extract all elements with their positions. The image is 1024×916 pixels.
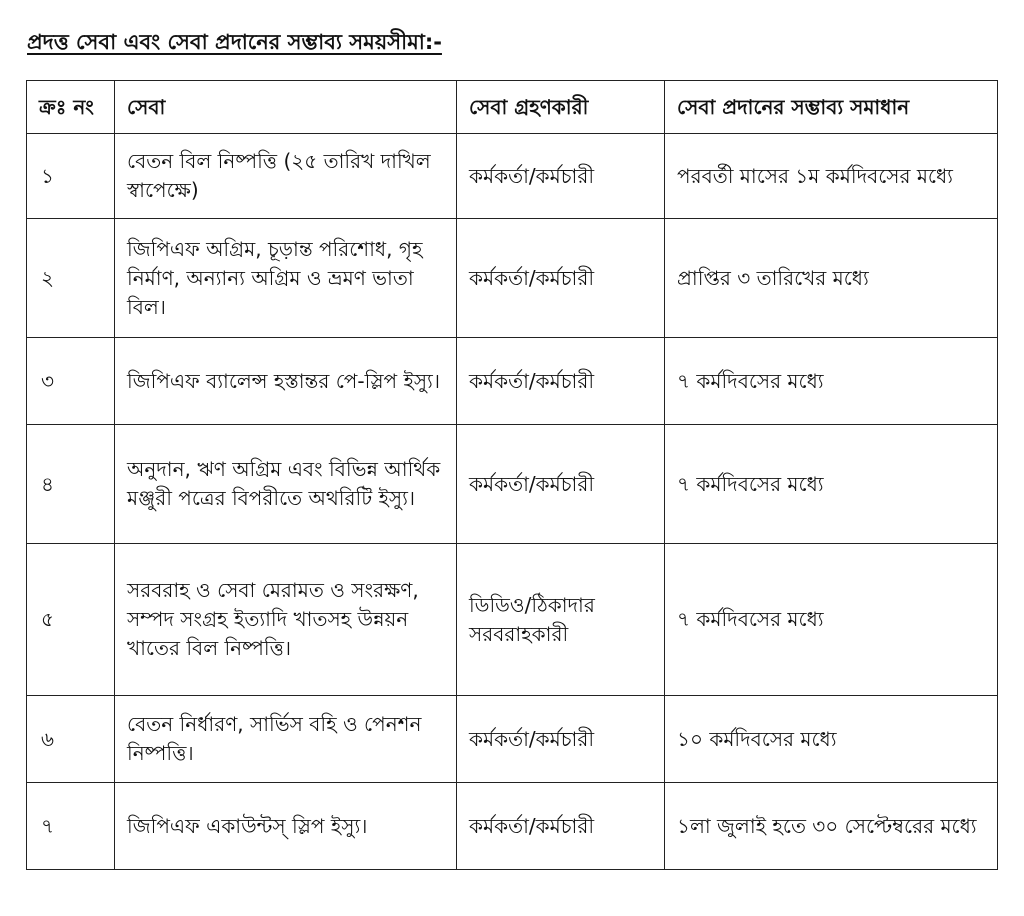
cell-timeline: ১০ কর্মদিবসের মধ্যে: [665, 696, 998, 783]
table-row: [27, 134, 998, 219]
table-row: [27, 544, 998, 696]
cell-recipient: ডিডিও/ঠিকাদার সরবরাহকারী: [457, 544, 665, 696]
cell-serial: ৪: [27, 425, 115, 544]
cell-timeline: ১লা জুলাই হতে ৩০ সেপ্টেম্বরের মধ্যে: [665, 783, 998, 870]
cell-recipient: কর্মকর্তা/কর্মচারী: [457, 219, 665, 338]
cell-serial: ৩: [27, 338, 115, 425]
cell-recipient: কর্মকর্তা/কর্মচারী: [457, 783, 665, 870]
page-title: প্রদত্ত সেবা এবং সেবা প্রদানের সম্ভাব্য সময়সীমা:-: [27, 30, 442, 54]
cell-timeline: ৭ কর্মদিবসের মধ্যে: [665, 425, 998, 544]
cell-service: অনুদান, ঋণ অগ্রিম এবং বিভিন্ন আর্থিক মঞ্জুরী পত্রের বিপরীতে অথরিটি ইস্যু।: [115, 425, 457, 544]
service-timeline-table: [26, 80, 998, 870]
cell-timeline: পরবর্তী মাসের ১ম কর্মদিবসের মধ্যে: [665, 134, 998, 219]
cell-service: জিপিএফ একাউন্টস্ স্লিপ ইস্যু।: [115, 783, 457, 870]
cell-serial: ৭: [27, 783, 115, 870]
cell-recipient: কর্মকর্তা/কর্মচারী: [457, 338, 665, 425]
cell-timeline: ৭ কর্মদিবসের মধ্যে: [665, 544, 998, 696]
cell-service: সরবরাহ ও সেবা মেরামত ও সংরক্ষণ, সম্পদ সংগ্রহ ইত্যাদি খাতসহ উন্নয়ন খাতের বিল নিষ্পত্তি।: [115, 544, 457, 696]
header-timeline: সেবা প্রদানের সম্ভাব্য সমাধান: [665, 81, 998, 134]
table-row: [27, 219, 998, 338]
cell-serial: ১: [27, 134, 115, 219]
cell-serial: ২: [27, 219, 115, 338]
table-row: [27, 696, 998, 783]
cell-service: বেতন নির্ধারণ, সার্ভিস বহি ও পেনশন নিষ্পত্তি।: [115, 696, 457, 783]
cell-service: জিপিএফ ব্যালেন্স হস্তান্তর পে-স্লিপ ইস্যু।: [115, 338, 457, 425]
cell-recipient: কর্মকর্তা/কর্মচারী: [457, 425, 665, 544]
table-row: [27, 338, 998, 425]
header-service: সেবা: [115, 81, 457, 134]
cell-serial: ৬: [27, 696, 115, 783]
cell-recipient: কর্মকর্তা/কর্মচারী: [457, 134, 665, 219]
table-row: [27, 783, 998, 870]
cell-timeline: ৭ কর্মদিবসের মধ্যে: [665, 338, 998, 425]
table-header-row: [27, 81, 998, 134]
header-recipient: সেবা গ্রহণকারী: [457, 81, 665, 134]
cell-serial: ৫: [27, 544, 115, 696]
cell-service: জিপিএফ অগ্রিম, চূড়ান্ত পরিশোধ, গৃহ নির্মাণ, অন্যান্য অগ্রিম ও ভ্রমণ ভাতা বিল।: [115, 219, 457, 338]
header-serial: ক্রঃ নং: [27, 81, 115, 134]
table-row: [27, 425, 998, 544]
cell-timeline: প্রাপ্তির ৩ তারিখের মধ্যে: [665, 219, 998, 338]
cell-recipient: কর্মকর্তা/কর্মচারী: [457, 696, 665, 783]
cell-service: বেতন বিল নিষ্পত্তি (২৫ তারিখ দাখিল স্বাপেক্ষে): [115, 134, 457, 219]
